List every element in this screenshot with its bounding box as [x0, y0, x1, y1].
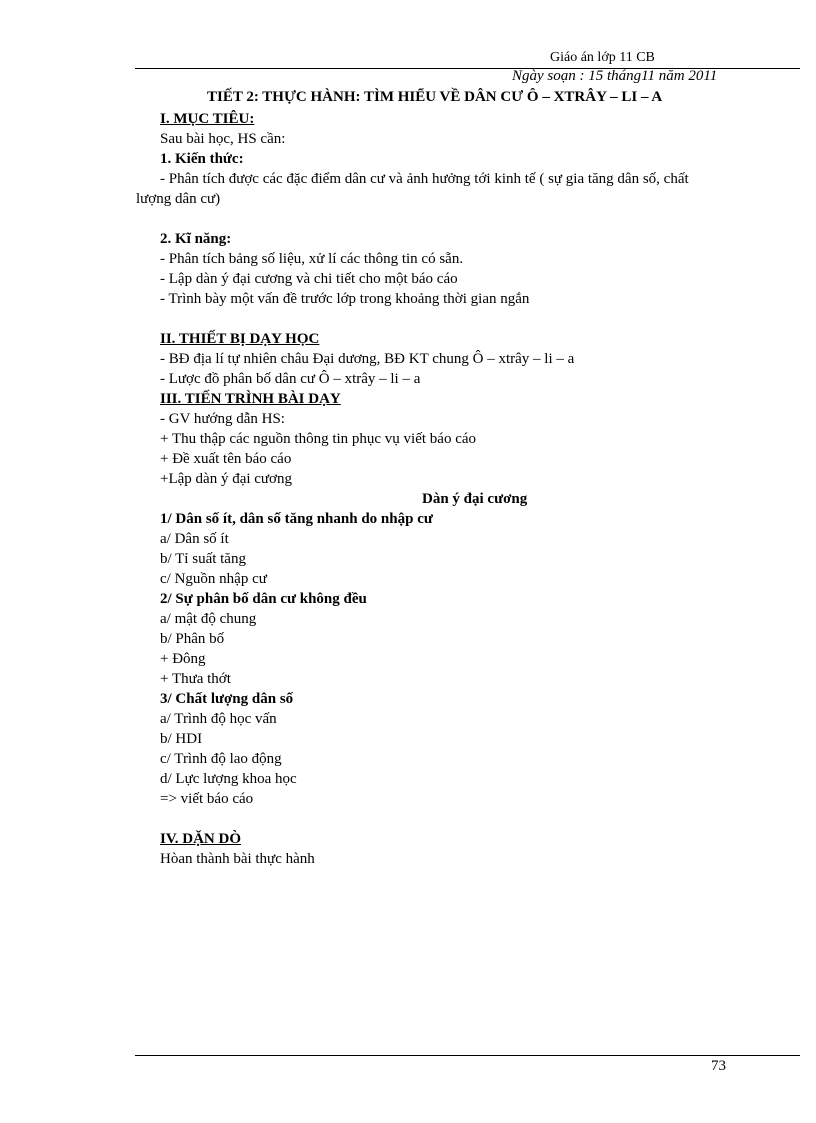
outline-heading-2: 2/ Sự phân bố dân cư không đều — [160, 591, 367, 607]
section-1-intro: Sau bài học, HS cần: — [160, 131, 286, 147]
skill-item: - Phân tích bảng số liệu, xử lí các thông tin có sẵn. — [160, 251, 464, 267]
outline-item: d/ Lực lượng khoa học — [160, 771, 297, 787]
header-subject: Giáo án lớp 11 CB — [550, 50, 655, 65]
process-item: + Thu thập các nguồn thông tin phục vụ viết báo cáo — [160, 431, 477, 447]
outline-conclusion: => viết báo cáo — [160, 791, 254, 807]
process-item: + Đề xuất tên báo cáo — [160, 451, 292, 467]
footer-rule — [135, 1055, 800, 1056]
knowledge-text-2: lượng dân cư) — [136, 191, 221, 207]
outline-item: c/ Nguồn nhập cư — [160, 571, 267, 587]
homework-item: Hòan thành bài thực hành — [160, 851, 315, 867]
skill-item: - Lập dàn ý đại cương và chi tiết cho một báo cáo — [160, 271, 458, 287]
outline-item: a/ mật độ chung — [160, 611, 257, 627]
process-item: +Lập dàn ý đại cương — [160, 471, 292, 487]
outline-item: + Thưa thớt — [160, 671, 231, 687]
skills-heading: 2. Kĩ năng: — [160, 231, 232, 247]
section-4-heading: IV. DẶN DÒ — [160, 831, 241, 847]
equipment-item: - BĐ địa lí tự nhiên châu Đại dương, BĐ KT chung Ô – xtrây – li – a — [160, 351, 575, 367]
outline-item: + Đông — [160, 651, 206, 667]
outline-item: b/ HDI — [160, 731, 203, 747]
header-date: Ngày soạn : 15 tháng11 năm 2011 — [512, 68, 718, 84]
outline-item: c/ Trình độ lao động — [160, 751, 282, 767]
outline-item: b/ Phân bố — [160, 631, 225, 647]
section-2-heading: II. THIẾT BỊ DẠY HỌC — [160, 331, 320, 347]
outline-item: a/ Trình độ học vấn — [160, 711, 277, 727]
equipment-item: - Lược đồ phân bố dân cư Ô – xtrây – li – a — [160, 371, 421, 387]
section-3-heading: III. TIẾN TRÌNH BÀI DẠY — [160, 391, 341, 407]
page-number: 73 — [711, 1058, 726, 1074]
outline-item: b/ Tỉ suất tăng — [160, 551, 246, 567]
outline-heading-1: 1/ Dân số ít, dân số tăng nhanh do nhập cư — [160, 511, 433, 527]
outline-title: Dàn ý đại cương — [422, 491, 528, 507]
outline-item: a/ Dân số ít — [160, 531, 229, 547]
knowledge-text-1: - Phân tích được các đặc điểm dân cư và ảnh hưởng tới kinh tế ( sự gia tăng dân số, chất — [160, 171, 689, 187]
process-item: - GV hướng dẫn HS: — [160, 411, 285, 427]
page-title: TIẾT 2: THỰC HÀNH: TÌM HIỂU VỀ DÂN CƯ Ô – XTRÂY – LI – A — [207, 89, 663, 105]
outline-heading-3: 3/ Chất lượng dân số — [160, 691, 294, 707]
knowledge-heading: 1. Kiến thức: — [160, 151, 244, 167]
section-1-heading: I. MỤC TIÊU: — [160, 111, 255, 127]
skill-item: - Trình bày một vấn đề trước lớp trong khoảng thời gian ngắn — [160, 291, 530, 307]
